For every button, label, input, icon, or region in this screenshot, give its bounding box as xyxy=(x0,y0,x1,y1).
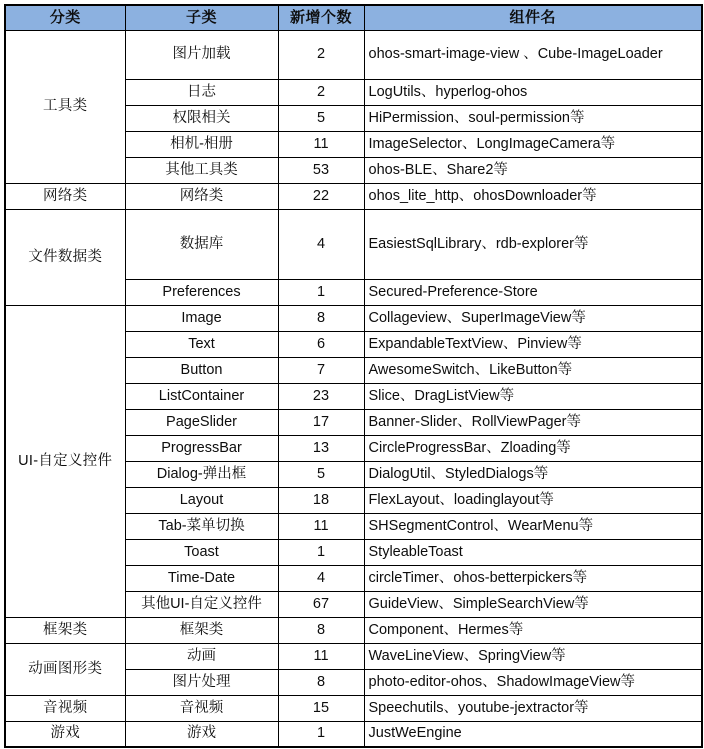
components-cell: JustWeEngine xyxy=(364,721,702,747)
components-cell: Speechutils、youtube-jextractor等 xyxy=(364,695,702,721)
subcategory-cell: Image xyxy=(125,305,278,331)
component-catalog-table xyxy=(4,4,703,748)
table-container xyxy=(4,4,701,748)
count-cell: 22 xyxy=(278,183,364,209)
count-cell: 23 xyxy=(278,383,364,409)
subcategory-cell: 游戏 xyxy=(125,721,278,747)
components-cell: FlexLayout、loadinglayout等 xyxy=(364,487,702,513)
subcategory-cell: Layout xyxy=(125,487,278,513)
table-row xyxy=(5,183,702,209)
components-cell: SHSegmentControl、WearMenu等 xyxy=(364,513,702,539)
components-cell: EasiestSqlLibrary、rdb-explorer等 xyxy=(364,209,702,279)
components-cell: ohos_lite_http、ohosDownloader等 xyxy=(364,183,702,209)
category-cell: 网络类 xyxy=(5,183,125,209)
subcategory-cell: 音视频 xyxy=(125,695,278,721)
components-cell: circleTimer、ohos-betterpickers等 xyxy=(364,565,702,591)
table-header xyxy=(5,5,702,30)
count-cell: 1 xyxy=(278,539,364,565)
count-cell: 5 xyxy=(278,461,364,487)
header-row xyxy=(5,5,702,30)
count-cell: 7 xyxy=(278,357,364,383)
components-cell: LogUtils、hyperlog-ohos xyxy=(364,79,702,105)
category-cell: 音视频 xyxy=(5,695,125,721)
count-cell: 11 xyxy=(278,513,364,539)
subcategory-cell: 其他工具类 xyxy=(125,157,278,183)
components-cell: DialogUtil、StyledDialogs等 xyxy=(364,461,702,487)
components-cell: AwesomeSwitch、LikeButton等 xyxy=(364,357,702,383)
subcategory-cell: 权限相关 xyxy=(125,105,278,131)
count-cell: 8 xyxy=(278,669,364,695)
components-cell: StyleableToast xyxy=(364,539,702,565)
subcategory-cell: ListContainer xyxy=(125,383,278,409)
count-cell: 18 xyxy=(278,487,364,513)
header-cell-count: 新增个数 xyxy=(278,5,364,30)
components-cell: Secured-Preference-Store xyxy=(364,279,702,305)
table-row xyxy=(5,643,702,669)
components-cell: Banner-Slider、RollViewPager等 xyxy=(364,409,702,435)
components-cell: CircleProgressBar、Zloading等 xyxy=(364,435,702,461)
count-cell: 67 xyxy=(278,591,364,617)
count-cell: 2 xyxy=(278,30,364,79)
table-row xyxy=(5,305,702,331)
table-row xyxy=(5,209,702,279)
table-row xyxy=(5,617,702,643)
category-cell: UI-自定义控件 xyxy=(5,305,125,617)
count-cell: 2 xyxy=(278,79,364,105)
count-cell: 8 xyxy=(278,617,364,643)
components-cell: Component、Hermes等 xyxy=(364,617,702,643)
table-row xyxy=(5,695,702,721)
components-cell: ExpandableTextView、Pinview等 xyxy=(364,331,702,357)
subcategory-cell: 相机-相册 xyxy=(125,131,278,157)
subcategory-cell: 图片处理 xyxy=(125,669,278,695)
count-cell: 13 xyxy=(278,435,364,461)
table-body xyxy=(5,30,702,747)
subcategory-cell: Button xyxy=(125,357,278,383)
header-cell-components: 组件名 xyxy=(364,5,702,30)
components-cell: ohos-BLE、Share2等 xyxy=(364,157,702,183)
count-cell: 8 xyxy=(278,305,364,331)
table-row xyxy=(5,721,702,747)
subcategory-cell: 动画 xyxy=(125,643,278,669)
subcategory-cell: 图片加载 xyxy=(125,30,278,79)
components-cell: ImageSelector、LongImageCamera等 xyxy=(364,131,702,157)
table-row xyxy=(5,30,702,79)
components-cell: Collageview、SuperImageView等 xyxy=(364,305,702,331)
subcategory-cell: ProgressBar xyxy=(125,435,278,461)
count-cell: 4 xyxy=(278,209,364,279)
count-cell: 1 xyxy=(278,721,364,747)
components-cell: ohos-smart-image-view 、Cube-ImageLoader xyxy=(364,30,702,79)
header-cell-subcategory: 子类 xyxy=(125,5,278,30)
category-cell: 工具类 xyxy=(5,30,125,183)
subcategory-cell: Time-Date xyxy=(125,565,278,591)
components-cell: photo-editor-ohos、ShadowImageView等 xyxy=(364,669,702,695)
count-cell: 11 xyxy=(278,131,364,157)
header-cell-category: 分类 xyxy=(5,5,125,30)
components-cell: HiPermission、soul-permission等 xyxy=(364,105,702,131)
subcategory-cell: 框架类 xyxy=(125,617,278,643)
category-cell: 游戏 xyxy=(5,721,125,747)
subcategory-cell: Dialog-弹出框 xyxy=(125,461,278,487)
subcategory-cell: 数据库 xyxy=(125,209,278,279)
subcategory-cell: Preferences xyxy=(125,279,278,305)
subcategory-cell: 网络类 xyxy=(125,183,278,209)
count-cell: 1 xyxy=(278,279,364,305)
subcategory-cell: 日志 xyxy=(125,79,278,105)
components-cell: GuideView、SimpleSearchView等 xyxy=(364,591,702,617)
subcategory-cell: Toast xyxy=(125,539,278,565)
category-cell: 框架类 xyxy=(5,617,125,643)
count-cell: 6 xyxy=(278,331,364,357)
count-cell: 4 xyxy=(278,565,364,591)
count-cell: 17 xyxy=(278,409,364,435)
category-cell: 文件数据类 xyxy=(5,209,125,305)
subcategory-cell: PageSlider xyxy=(125,409,278,435)
category-cell: 动画图形类 xyxy=(5,643,125,695)
components-cell: Slice、DragListView等 xyxy=(364,383,702,409)
count-cell: 53 xyxy=(278,157,364,183)
subcategory-cell: Tab-菜单切换 xyxy=(125,513,278,539)
subcategory-cell: Text xyxy=(125,331,278,357)
count-cell: 15 xyxy=(278,695,364,721)
subcategory-cell: 其他UI-自定义控件 xyxy=(125,591,278,617)
components-cell: WaveLineView、SpringView等 xyxy=(364,643,702,669)
count-cell: 11 xyxy=(278,643,364,669)
count-cell: 5 xyxy=(278,105,364,131)
